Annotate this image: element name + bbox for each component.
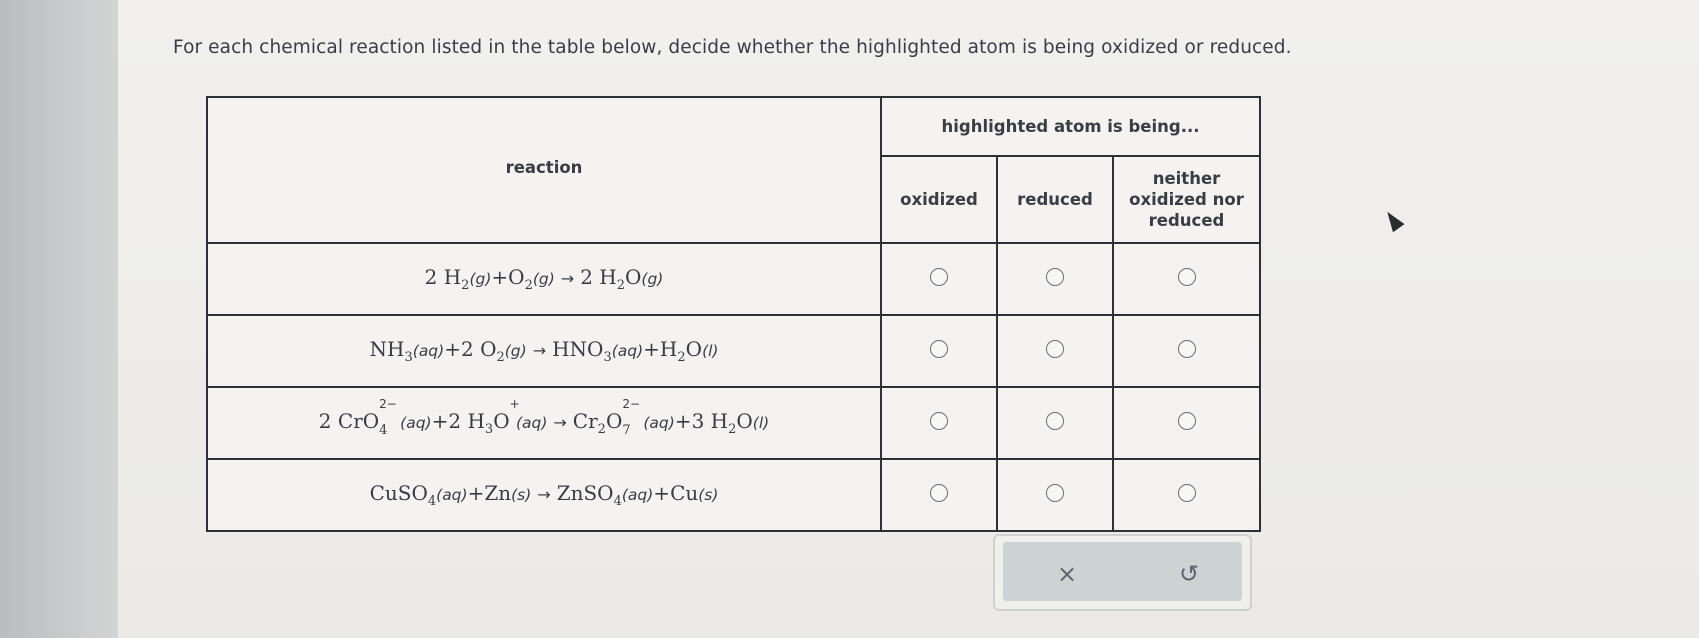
reaction-equation-4: CuSO$_4$(aq)+Zn(s) → ZnSO$_4$(aq)+Cu(s) (369, 481, 719, 509)
reduced-radio-2[interactable] (1046, 340, 1064, 358)
table-row (207, 315, 1260, 387)
neither-radio-3[interactable] (1178, 412, 1196, 430)
neither-header-line-3: reduced (1148, 211, 1225, 230)
reduced-radio-4[interactable] (1046, 484, 1064, 502)
neither-radio-1[interactable] (1178, 268, 1196, 286)
reduced-radio-1[interactable] (1046, 268, 1064, 286)
question-prompt: For each chemical reaction listed in the table below, decide whether the highlighted atom is being oxidized or reduced. (173, 37, 1292, 58)
reaction-equation-1: 2 $H_2(g)+O_2(g) \to 2$ $H_2O(g)$ (424, 265, 664, 293)
neither-radio-4[interactable] (1178, 484, 1196, 502)
table-row (207, 387, 1260, 459)
reaction-equation-2: $NH_3(aq)+2$ $O_2(g) \to HNO_3(aq)+H_2O(l)$ (369, 337, 719, 365)
neither-header-line-2: oxidized nor (1129, 190, 1244, 209)
neither-column-header (1113, 156, 1260, 243)
reaction-table (206, 96, 1261, 532)
reaction-cell (207, 387, 881, 459)
reaction-cell (207, 315, 881, 387)
reaction-cell (207, 459, 881, 531)
undo-button[interactable]: ↺ (1179, 560, 1200, 588)
toolbar-panel (1003, 542, 1242, 601)
oxidized-radio-3[interactable] (930, 412, 948, 430)
reduced-column-header: reduced (997, 156, 1113, 243)
oxidized-radio-1[interactable] (930, 268, 948, 286)
reduced-radio-3[interactable] (1046, 412, 1064, 430)
background-left-strip (0, 0, 118, 638)
reaction-cell (207, 243, 881, 315)
oxidized-radio-2[interactable] (930, 340, 948, 358)
neither-radio-2[interactable] (1178, 340, 1196, 358)
reaction-column-header: reaction (207, 97, 881, 243)
table-row (207, 459, 1260, 531)
oxidized-radio-4[interactable] (930, 484, 948, 502)
highlighted-atom-header: highlighted atom is being... (881, 97, 1260, 156)
table-row (207, 243, 1260, 315)
answer-toolbar (993, 534, 1252, 611)
clear-button[interactable]: × (1057, 560, 1078, 588)
oxidized-column-header: oxidized (881, 156, 997, 243)
neither-header-line-1: neither (1152, 169, 1221, 188)
reaction-equation-3: 2 CrO 2− $_4$ (aq)+2 $H_3O$ + $(aq) \to Cr_2O$ 2− $_7$ (aq)+3 $H_2O(l)$ (318, 397, 770, 438)
